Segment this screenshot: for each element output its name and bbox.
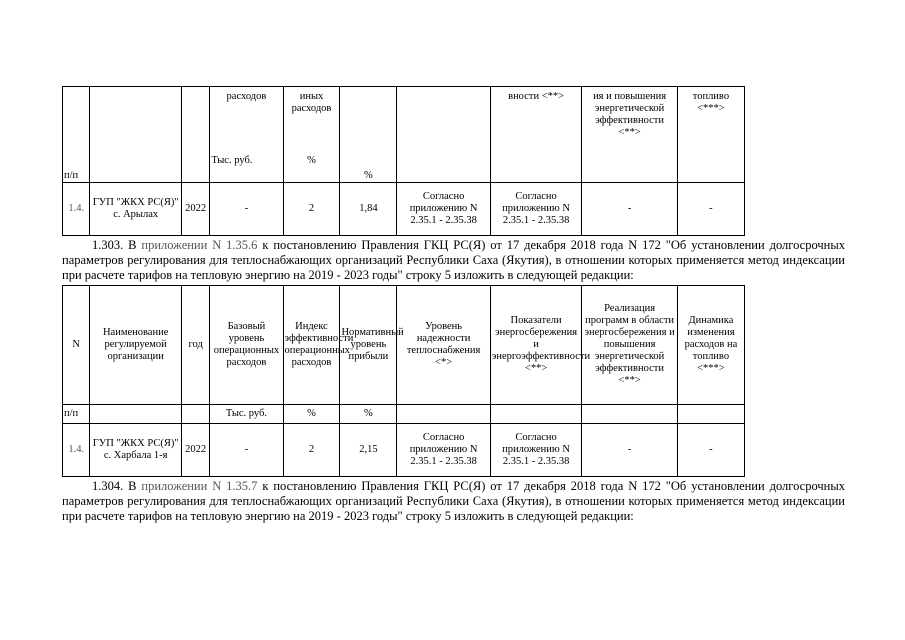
row-org-name: ГУП "ЖКХ РС(Я)" с. Арылах xyxy=(90,183,181,236)
unit-cell-thousand-rub: Тыс. руб. xyxy=(211,155,253,166)
row-org-name: ГУП "ЖКХ РС(Я)" с. Харбала 1-я xyxy=(90,424,181,477)
unit-cell-percent-2: % xyxy=(364,170,373,181)
paragraph-1-304 xyxy=(62,479,845,524)
header-text-energy: вности <**> xyxy=(508,91,565,102)
header-cell-index: Индекс эффективности операционных расходов xyxy=(283,286,340,405)
header-cell-n xyxy=(63,286,90,405)
table-row xyxy=(63,183,745,236)
row-fuel-dynamics: - xyxy=(677,183,744,236)
unit-cell-empty xyxy=(677,405,744,424)
row-programs: - xyxy=(582,183,678,236)
paragraph-1-304-text xyxy=(62,479,845,524)
unit-cell-pp: п/п xyxy=(64,170,79,181)
header-cell-dynamics xyxy=(677,87,744,183)
header-text-programs: ия и повышения энергетической эффективности <**> xyxy=(593,91,667,138)
row-efficiency-index: 2 xyxy=(283,424,340,477)
row-number: 1.4. xyxy=(63,183,90,236)
header-cell-org: Наименование регулируемой организации xyxy=(90,286,181,405)
row-programs: - xyxy=(582,424,678,477)
header-cell-base: Базовый уровень операционных расходов xyxy=(210,286,283,405)
paragraph-1-303-text xyxy=(62,238,845,283)
unit-cell-empty xyxy=(181,405,209,424)
row-base-costs: - xyxy=(210,424,283,477)
appendix-link-1-35-7[interactable]: приложении N 1.35.7 xyxy=(141,479,258,493)
table-row xyxy=(63,424,745,477)
table2-units-row xyxy=(63,405,745,424)
row-year: 2022 xyxy=(181,424,209,477)
header-text-base: расходов xyxy=(226,91,267,102)
unit-cell-percent-1: % xyxy=(307,155,316,166)
row-efficiency-index: 2 xyxy=(283,183,340,236)
unit-cell-thousand-rub: Тыс. руб. xyxy=(210,405,283,424)
header-cell-programs: Реализация программ в области энергосбережения и повышения энергетической эффективности <**> xyxy=(582,286,678,405)
header-cell-reliability xyxy=(397,87,491,183)
header-cell-norm: Нормативный уровень прибыли xyxy=(340,286,397,405)
header-cell-energy xyxy=(490,87,581,183)
row-year: 2022 xyxy=(181,183,209,236)
unit-cell-empty xyxy=(582,405,678,424)
header-cell-energy: Показатели энергосбережения и энергоэффективности <**> xyxy=(490,286,581,405)
header-cell-norm xyxy=(340,87,397,183)
header-cell-n xyxy=(63,87,90,183)
header-cell-index xyxy=(283,87,340,183)
parameters-table-1 xyxy=(62,86,745,236)
unit-cell-pp: п/п xyxy=(63,405,90,424)
para1-prefix: 1.303. В xyxy=(92,238,142,252)
row-profit-level: 2,15 xyxy=(340,424,397,477)
unit-cell-percent-1: % xyxy=(283,405,340,424)
header-cell-reliability: Уровень надежности теплоснабжения <*> xyxy=(397,286,491,405)
para2-rest: к постановлению Правления ГКЦ РС(Я) от 17 декабря 2018 года N 172 "Об установлении долгосрочных параметров регулирования для теплоснабжающих организаций Республики Саха (Якутия), в отношении которых применяется метод индексации при расчете тарифов на тепловую энергию на 2019 - 2023 годы" строку 5 изложить в следующей редакции: xyxy=(62,479,846,523)
header-cell-org xyxy=(90,87,181,183)
row-number: 1.4. xyxy=(63,424,90,477)
header-text-index: иных расходов xyxy=(291,91,332,114)
header-cell-programs xyxy=(582,87,678,183)
document-page xyxy=(62,0,845,524)
row-energy-indicators: Согласно приложению N 2.35.1 - 2.35.38 xyxy=(490,424,581,477)
row-base-costs: - xyxy=(210,183,283,236)
row-energy-indicators: Согласно приложению N 2.35.1 - 2.35.38 xyxy=(490,183,581,236)
header-cell-year: год xyxy=(181,286,209,405)
table2-header-row xyxy=(63,286,745,405)
row-fuel-dynamics: - xyxy=(677,424,744,477)
header-cell-base xyxy=(210,87,283,183)
unit-cell-empty xyxy=(490,405,581,424)
appendix-link-1-35-6[interactable]: приложении N 1.35.6 xyxy=(141,238,258,252)
row-profit-level: 1,84 xyxy=(340,183,397,236)
row-reliability: Согласно приложению N 2.35.1 - 2.35.38 xyxy=(397,183,491,236)
unit-cell-empty xyxy=(90,405,181,424)
header-cell-dynamics: Динамика изменения расходов на топливо <***> xyxy=(677,286,744,405)
table1-header-row xyxy=(63,87,745,183)
para2-prefix: 1.304. В xyxy=(92,479,142,493)
header-cell-year xyxy=(181,87,209,183)
header-text-dynamics: топливо <***> xyxy=(692,91,730,114)
header-text-n: N xyxy=(72,339,81,350)
row-reliability: Согласно приложению N 2.35.1 - 2.35.38 xyxy=(397,424,491,477)
paragraph-1-303 xyxy=(62,238,845,283)
parameters-table-2 xyxy=(62,285,745,477)
para1-rest: к постановлению Правления ГКЦ РС(Я) от 17 декабря 2018 года N 172 "Об установлении долгосрочных параметров регулирования для теплоснабжающих организаций Республики Саха (Якутия), в отношении которых применяется метод индексации при расчете тарифов на тепловую энергию на 2019 - 2023 годы" строку 5 изложить в следующей редакции: xyxy=(62,238,846,282)
unit-cell-empty xyxy=(397,405,491,424)
unit-cell-percent-2: % xyxy=(340,405,397,424)
